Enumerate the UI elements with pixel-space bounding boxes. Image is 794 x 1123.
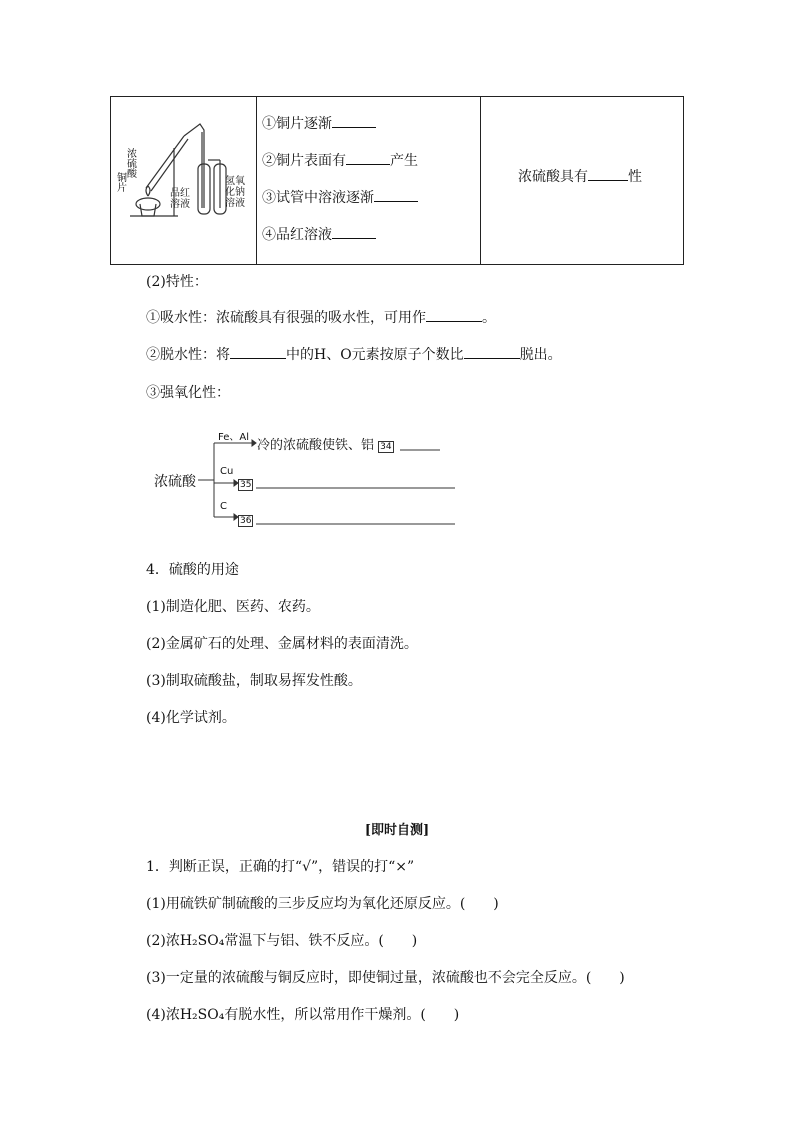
uses-item: (4)化学试剂。 bbox=[146, 710, 236, 726]
reagent-fe-al: Fe、Al bbox=[218, 432, 249, 443]
answer-blank[interactable] bbox=[230, 344, 286, 359]
table-divider bbox=[256, 97, 257, 264]
branch-2 bbox=[238, 475, 253, 491]
uses-item: (3)制取硫酸盐，制取易挥发性酸。 bbox=[146, 673, 362, 689]
answer-blank[interactable] bbox=[346, 150, 390, 165]
obs-text: ②铜片表面有 bbox=[262, 153, 346, 169]
quiz-item: (3)一定量的浓硫酸与铜反应时，即使铜过量，浓硫酸也不会完全反应。( ) bbox=[146, 970, 625, 986]
blank-number: 36 bbox=[240, 516, 252, 526]
conclusion-after: 性 bbox=[628, 169, 642, 185]
uses-heading: 4．硫酸的用途 bbox=[146, 562, 239, 578]
answer-blank[interactable] bbox=[426, 307, 482, 322]
dehydrate-line bbox=[146, 344, 562, 364]
label-naoh-solution bbox=[225, 176, 247, 209]
obs-text: ①铜片逐渐 bbox=[262, 116, 332, 132]
quiz-title: [即时自测] bbox=[364, 823, 430, 838]
answer-blank[interactable] bbox=[332, 224, 376, 239]
reagent-cu: Cu bbox=[220, 466, 234, 477]
answer-blank[interactable] bbox=[464, 344, 520, 359]
answer-blank[interactable] bbox=[332, 113, 376, 128]
properties-heading: (2)特性： bbox=[146, 274, 208, 290]
label-copper: 铜片 bbox=[114, 172, 126, 192]
conclusion-before: 浓硫酸具有 bbox=[518, 169, 588, 185]
branch-text: 冷的浓硫酸使铁、铝 bbox=[257, 438, 375, 453]
diagram-root: 浓硫酸 bbox=[154, 474, 196, 490]
observation-3 bbox=[262, 187, 418, 207]
absorb-after: 。 bbox=[482, 310, 496, 326]
dehydrate-middle: 中的H、O元素按原子个数比 bbox=[286, 347, 464, 363]
dehydrate-before: ②脱水性：将 bbox=[146, 347, 230, 363]
naoh-label: 氢氧化钠溶液 bbox=[225, 176, 245, 209]
observation-4 bbox=[262, 224, 376, 244]
quiz-question: 1．判断正误，正确的打“√”，错误的打“×” bbox=[146, 859, 415, 875]
branch-3 bbox=[238, 511, 253, 527]
label-acid: 浓硫酸 bbox=[124, 148, 136, 178]
answer-blank[interactable] bbox=[588, 166, 628, 181]
conclusion bbox=[518, 166, 642, 186]
uses-item: (2)金属矿石的处理、金属材料的表面清洗。 bbox=[146, 636, 418, 652]
dehydrate-after: 脱出。 bbox=[519, 347, 562, 363]
absorb-line bbox=[146, 307, 496, 327]
reagent-c: C bbox=[220, 501, 227, 512]
blank-number: 35 bbox=[240, 480, 252, 490]
obs-text: ④品红溶液 bbox=[262, 227, 332, 243]
oxidize-line: ③强氧化性： bbox=[146, 385, 230, 401]
quiz-item: (4)浓H₂SO₄有脱水性，所以常用作干燥剂。( ) bbox=[146, 1007, 460, 1023]
observation-1 bbox=[262, 113, 376, 133]
table-divider bbox=[480, 97, 481, 264]
quiz-item: (1)用硫铁矿制硫酸的三步反应均为氧化还原反应。( ) bbox=[146, 896, 499, 912]
observation-2 bbox=[262, 150, 418, 170]
obs-text: ③试管中溶液逐渐 bbox=[262, 190, 374, 206]
branch-1-text bbox=[257, 434, 394, 453]
label-red-solution bbox=[170, 188, 192, 210]
obs-after: 产生 bbox=[390, 153, 418, 169]
red-label: 品红溶液 bbox=[170, 188, 190, 210]
quiz-item: (2)浓H₂SO₄常温下与铝、铁不反应。( ) bbox=[146, 933, 418, 949]
blank-number: 34 bbox=[380, 442, 392, 452]
absorb-before: ①吸水性：浓硫酸具有很强的吸水性，可用作 bbox=[146, 310, 426, 326]
answer-blank[interactable] bbox=[374, 187, 418, 202]
uses-item: (1)制造化肥、医药、农药。 bbox=[146, 599, 320, 615]
